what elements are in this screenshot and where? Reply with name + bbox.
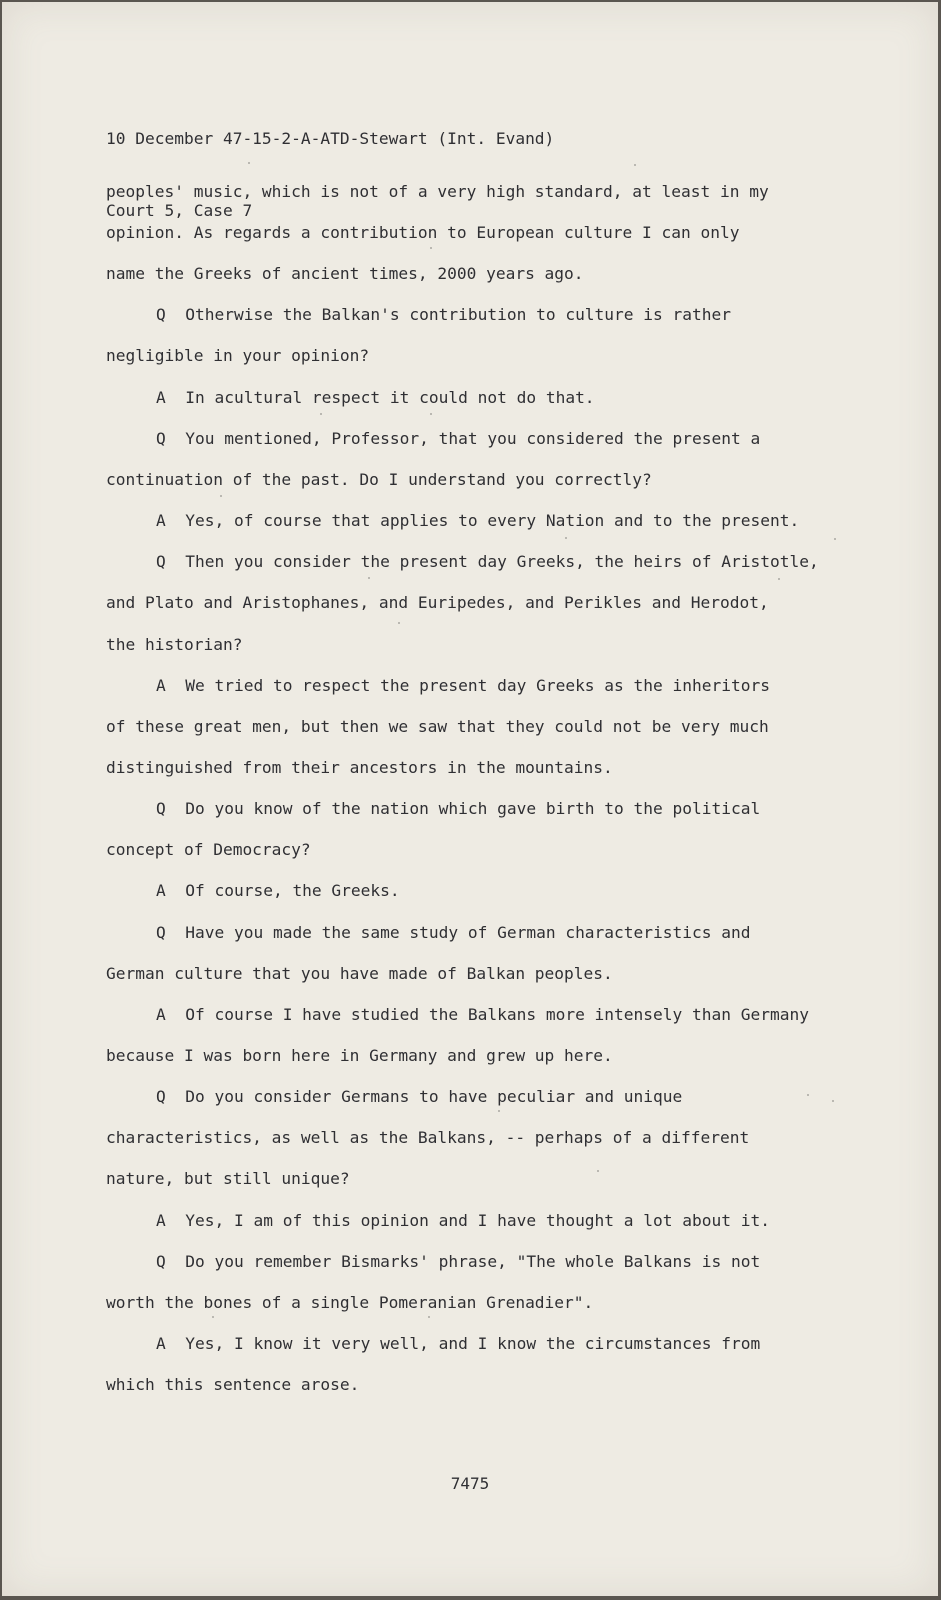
paper-speck [832, 1100, 834, 1102]
document-page [2, 2, 938, 1596]
transcript-line: concept of Democracy? [106, 840, 311, 859]
paper-speck [398, 622, 400, 624]
transcript-line: A Of course, the Greeks. [156, 881, 400, 900]
transcript-line: peoples' music, which is not of a very high standard, at least in my [106, 182, 769, 201]
transcript-line: Q Do you consider Germans to have peculiar and unique [156, 1087, 683, 1106]
transcript-line: Q Do you remember Bismarks' phrase, "The whole Balkans is not [156, 1252, 761, 1271]
transcript-line: A We tried to respect the present day Greeks as the inheritors [156, 676, 770, 695]
transcript-line: Q You mentioned, Professor, that you considered the present a [156, 429, 761, 448]
paper-speck [430, 413, 432, 415]
paper-speck [834, 538, 836, 540]
transcript-line: which this sentence arose. [106, 1375, 360, 1394]
transcript-line: of these great men, but then we saw that they could not be very much [106, 717, 769, 736]
page-number: 7475 [450, 1474, 490, 1493]
paper-speck [248, 162, 250, 164]
transcript-line: worth the bones of a single Pomeranian Grenadier". [106, 1293, 594, 1312]
transcript-line: German culture that you have made of Balkan peoples. [106, 964, 613, 983]
transcript-line: Q Do you know of the nation which gave birth to the political [156, 799, 761, 818]
paper-speck [220, 495, 222, 497]
paper-speck [320, 413, 322, 415]
transcript-line: name the Greeks of ancient times, 2000 years ago. [106, 264, 584, 283]
transcript-line: distinguished from their ancestors in the mountains. [106, 758, 613, 777]
paper-speck [565, 537, 567, 539]
transcript-line: because I was born here in Germany and grew up here. [106, 1046, 613, 1065]
paper-speck [430, 247, 432, 249]
transcript-line: A Yes, of course that applies to every Nation and to the present. [156, 511, 800, 530]
transcript-line: opinion. As regards a contribution to European culture I can only [106, 223, 740, 242]
paper-speck [498, 1110, 500, 1112]
transcript-body [2, 2, 938, 1596]
paper-speck [597, 1170, 599, 1172]
header-date-reference: 10 December 47-15-2-A-ATD-Stewart (Int. Evand) [106, 129, 555, 148]
transcript-line: continuation of the past. Do I understand you correctly? [106, 470, 652, 489]
transcript-line: Q Otherwise the Balkan's contribution to culture is rather [156, 305, 731, 324]
transcript-line: A Of course I have studied the Balkans more intensely than Germany [156, 1005, 809, 1024]
transcript-line: the historian? [106, 635, 243, 654]
paper-speck [212, 1316, 214, 1318]
transcript-line: A In acultural respect it could not do that. [156, 388, 595, 407]
transcript-line: Q Have you made the same study of German characteristics and [156, 923, 751, 942]
paper-speck [368, 577, 370, 579]
header-court-case: Court 5, Case 7 [106, 201, 253, 220]
transcript-line: A Yes, I am of this opinion and I have thought a lot about it. [156, 1211, 770, 1230]
transcript-line: negligible in your opinion? [106, 346, 370, 365]
transcript-line: Q Then you consider the present day Greeks, the heirs of Aristotle, [156, 552, 819, 571]
paper-speck [634, 164, 636, 166]
transcript-line: characteristics, as well as the Balkans, -- perhaps of a different [106, 1128, 750, 1147]
paper-speck [807, 1094, 809, 1096]
transcript-line: and Plato and Aristophanes, and Euripedes, and Perikles and Herodot, [106, 593, 769, 612]
transcript-line: A Yes, I know it very well, and I know the circumstances from [156, 1334, 761, 1353]
paper-speck [778, 578, 780, 580]
transcript-line: nature, but still unique? [106, 1169, 350, 1188]
paper-speck [428, 1316, 430, 1318]
